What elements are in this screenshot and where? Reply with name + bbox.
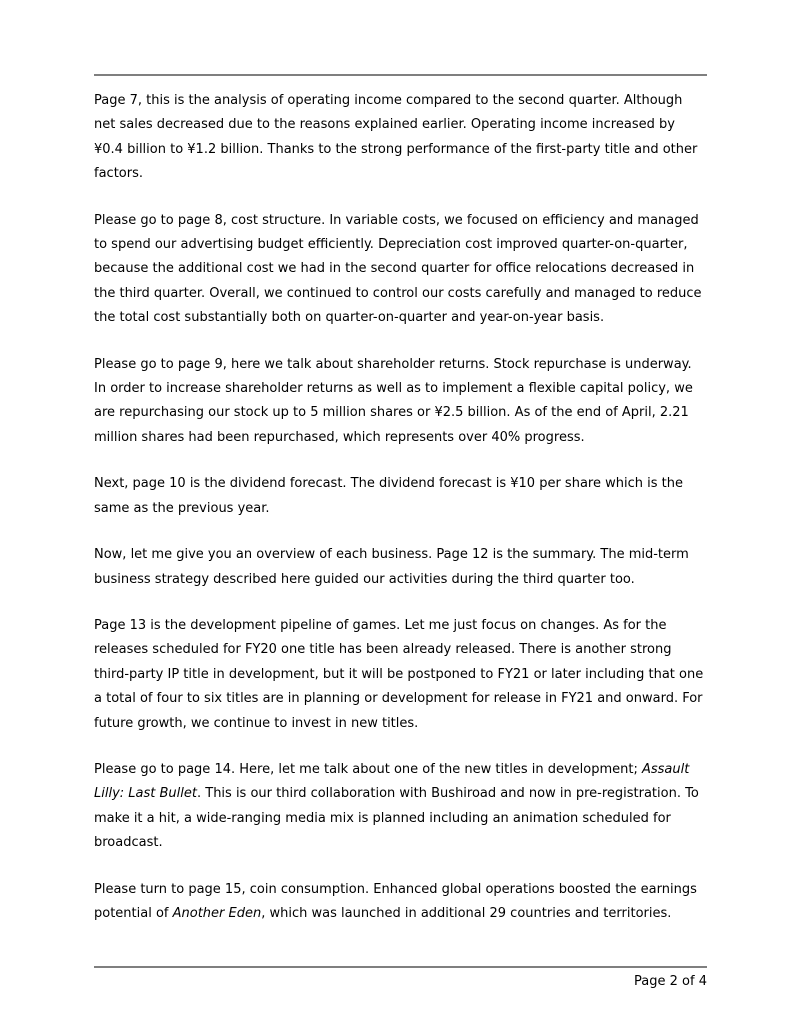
body-text: Next, page 10 is the dividend forecast. The dividend forecast is ¥10 per share which is the same as the previous year. [94,476,683,516]
paragraph [94,543,707,592]
paragraphs [94,89,707,948]
body-text: Please go to page 14. Here, let me talk about one of the new titles in development; [94,761,642,777]
paragraph [94,89,707,187]
paragraph [94,878,707,927]
body-text: Please go to page 9, here we talk about shareholder returns. Stock repurchase is underway. In order to increase shareholder returns as well as to implement a flexible capital policy, we are repurchasing our stock up to 5 million shares or ¥2.5 billion. As of the end of April, 2.21 million shares had been repurchased, which represents over 40% progress. [94,356,693,445]
page-number: Page 2 of 4 [634,974,707,989]
top-divider [94,74,707,76]
paragraph [94,353,707,451]
italic-text: Another Eden [172,905,262,921]
body-text: Please go to page 8, cost structure. In variable costs, we focused on efficiency and managed to spend our advertising budget efficiently. Depreciation cost improved quarter-on-quarter, because the additional cost we had in the second quarter for office relocations decreased in the third quarter. Overall, we continued to control our costs carefully and managed to reduce the total cost substantially both on quarter-on-quarter and year-on-year basis. [94,212,702,326]
bottom-divider [94,966,707,968]
paragraph [94,758,707,856]
body-text: . This is our third collaboration with Bushiroad and now in pre-registration. To make it a hit, a wide-ranging media mix is planned including an animation scheduled for broadcast. [94,786,699,851]
body-text: Page 7, this is the analysis of operating income compared to the second quarter. Although net sales decreased due to the reasons explained earlier. Operating income increased by ¥0.4 billion to ¥1.2 billion. Thanks to the strong performance of the first-party title and other factors. [94,93,698,182]
paragraph [94,614,707,736]
body-text: Please turn to page 15, coin consumption. Enhanced global operations boosted the earnings potential of [94,881,697,921]
paragraph [94,472,707,521]
body-text: Page 13 is the development pipeline of games. Let me just focus on changes. As for the releases scheduled for FY20 one title has been already released. There is another strong third-party IP title in development, but it will be postponed to FY21 or later including that one a total of four to six titles are in planning or development for release in FY21 and onward. For future growth, we continue to invest in new titles. [94,617,704,731]
body-text: Now, let me give you an overview of each business. Page 12 is the summary. The mid-term business strategy described here guided our activities during the third quarter too. [94,547,689,587]
paragraph [94,209,707,331]
body-text: , which was launched in additional 29 countries and territories. [261,905,672,921]
italic-text: Assault Lilly: Last Bullet [94,761,690,802]
